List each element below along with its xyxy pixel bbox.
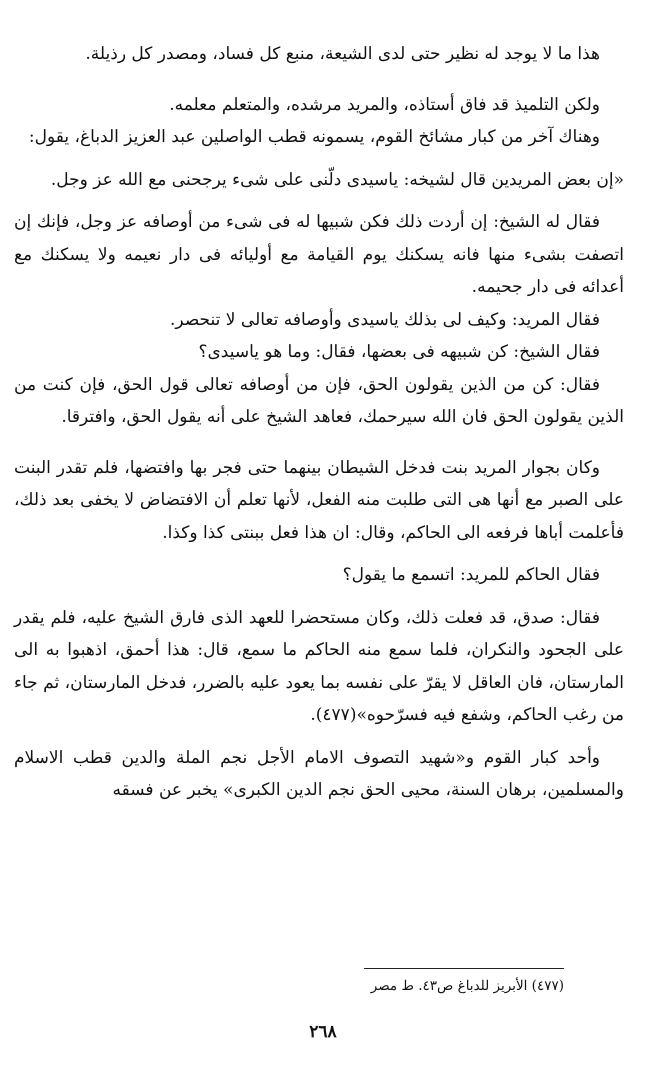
paragraph-3: وهناك آخر من كبار مشائخ القوم، يسمونه قطب الواصلين عبد العزيز الدباغ، يقول: bbox=[28, 127, 600, 147]
paragraph-1: هذا ما لا يوجد له نظير حتى لدى الشيعة، منبع كل فساد، ومصدر كل رذيلة. bbox=[85, 44, 600, 64]
paragraph-4-quote-start: «إن بعض المريدين قال لشيخه: ياسيدى دلّنى على شىء يرجحنى مع الله عز وجل. bbox=[50, 169, 624, 190]
paragraph-7: فقال الشيخ: كن شبيهه فى بعضها، فقال: وما هو ياسيدى؟ bbox=[198, 342, 600, 362]
page-number: ٢٦٨ bbox=[309, 1022, 337, 1042]
paragraph-8: فقال: كن من الذين يقولون الحق، فإن من أوصافه تعالى قول الحق، فإن كنت من الذين يقولون الحق فان الله سيرحمك، فعاهد الشيخ على أنه يقول الحق، وافترقا. bbox=[14, 374, 624, 427]
footnote-divider bbox=[364, 968, 564, 969]
footnote: (٤٧٧) الأبريز للدباغ ص٤٣. ط مصر bbox=[370, 978, 564, 994]
paragraph-11: فقال: صدق، قد فعلت ذلك، وكان مستحضرا للعهد الذى فارق الشيخ عليه، فلم يقدر على الجحود والنكران، فلما سمع منه الحاكم ما سمع، قال: هذا أحمق، اذهبوا به الى المارستان، فان العاقل لا يقرّ على نفسه بما يعود عليه بالضرر، فدخل المارستان، ثم جاء من رغب الحاكم، وشفع فيه فسرّحوه»(٤٧٧). bbox=[14, 607, 624, 725]
paragraph-9: وكان بجوار المريد بنت فدخل الشيطان بينهما حتى فجر بها وافتضها، فلم تقدر البنت على الصبر مع أنها هى التى طلبت منه الفعل، لأنها تعلم أن الافتضاض لا يخفى بعد ذلك، فأعلمت أباها فرفعه الى الحاكم، وقال: ان هذا فعل ببنتى كذا وكذا. bbox=[14, 457, 624, 543]
paragraph-6: فقال المريد: وكيف لى بذلك ياسيدى وأوصافه تعالى لا تنحصر. bbox=[170, 309, 600, 330]
paragraph-10: فقال الحاكم للمريد: اتسمع ما يقول؟ bbox=[342, 565, 600, 585]
page-body bbox=[14, 38, 624, 807]
paragraph-2: ولكن التلميذ قد فاق أستاذه، والمريد مرشده، والمتعلم معلمه. bbox=[169, 94, 600, 115]
paragraph-12: وأحد كبار القوم و«شهيد التصوف الامام الأجل نجم الملة والدين قطب الاسلام والمسلمين، برهان السنة، محيى الحق نجم الدين الكبرى» يخبر عن فسقه bbox=[14, 747, 624, 800]
paragraph-5: فقال له الشيخ: إن أردت ذلك فكن شبيها له فى شىء من أوصافه عز وجل، فإنك إن اتصفت بشىء منها فانه يسكنك يوم القيامة مع أوليائه فى دار نعيمه ولا يسكنك مع أعدائه فى دار جحيمه. bbox=[14, 212, 624, 297]
